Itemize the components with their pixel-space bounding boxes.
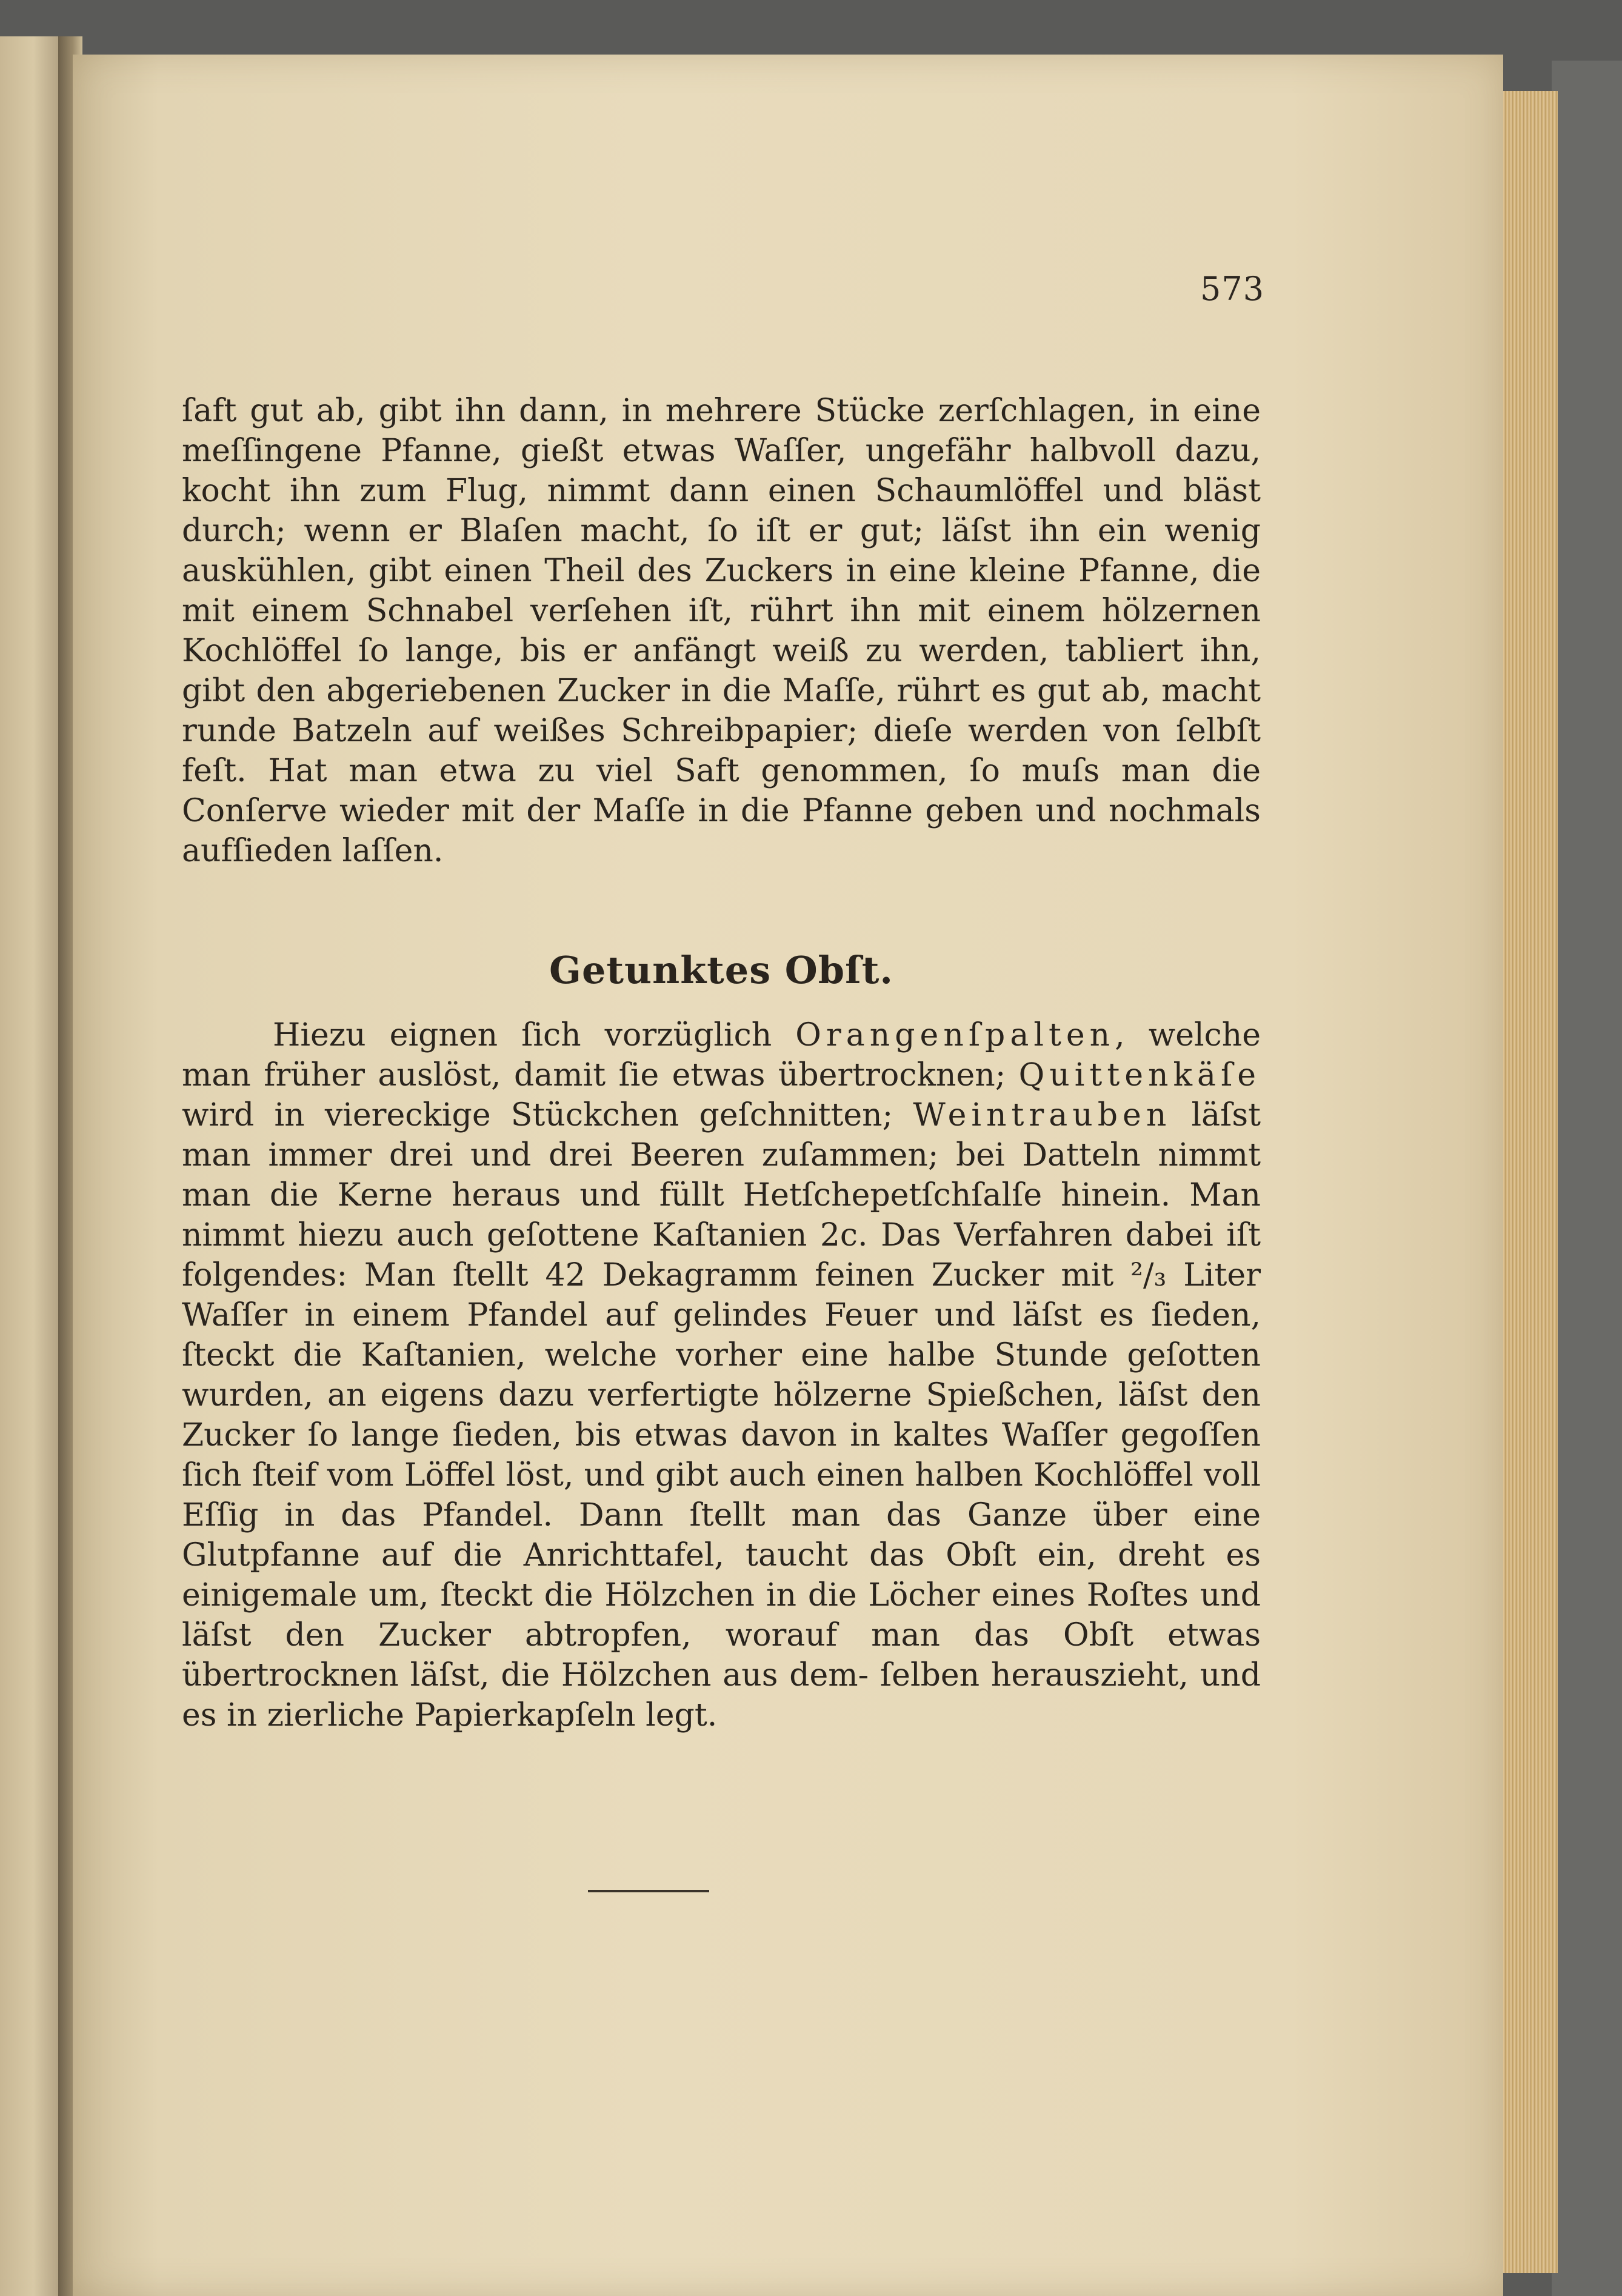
text-block bbox=[182, 391, 1261, 1735]
paragraph-text-1: Hiezu eignen ſich vorzüglich bbox=[273, 1017, 772, 1053]
book-page bbox=[73, 55, 1503, 2296]
term-orangenspalten: Orangenſpalten bbox=[795, 1017, 1115, 1053]
term-quittenkaese: Quittenkäſe bbox=[1018, 1057, 1261, 1093]
section-heading: Getunktes Obſt. bbox=[549, 948, 893, 992]
paragraph-text-3: wird in viereckige Stückchen geſchnitten; bbox=[182, 1097, 893, 1133]
book-cover-edge bbox=[1552, 61, 1622, 2296]
paragraph-text-4: läſst man immer drei und drei Beeren zuſammen; bei Datteln nimmt man die Kerne heraus und füllt Hetſchepetſchſalſe hinein. Man nimmt hiezu auch geſottene Kaſtanien 2c. Das Verfahren dabei iſt folgendes: Man ſtellt 42 Dekagramm feinen Zucker mit ²/₃ Liter Waſſer in einem Pfandel auf gelindes Feuer und läſst es ſieden, ſteckt die Kaſtanien, welche vorher eine halbe Stunde geſotten wurden, an eigens dazu verfertigte hölzerne Spießchen, läſst den Zucker ſo lange ſieden, bis etwas davon in kaltes Waſſer gegoſſen ſich ſteif vom Löffel löst, und gibt auch einen halben Kochlöffel voll Eſſig in das Pfandel. Dann ſtellt man das Ganze über eine Glutpfanne auf die Anrichttafel, taucht das Obſt ein, dreht es einigemale um, ſteckt die Hölzchen in die Löcher eines Roſtes und läſst den Zucker abtropfen, worauf man das Obſt etwas übertrocknen läſst, die Hölzchen aus dem- ſelben herauszieht, und es in zierliche Papierkapſeln legt. bbox=[182, 1097, 1261, 1734]
page-number: 573 bbox=[1200, 270, 1265, 308]
paragraph-continued: ſaft gut ab, gibt ihn dann, in mehrere Stücke zerſchlagen, in eine meſſingene Pfanne, gießt etwas Waſſer, ungefähr halbvoll dazu, kocht ihn zum Flug, nimmt dann einen Schaumlöffel und bläst durch; wenn er Blaſen macht, ſo iſt er gut; läſst ihn ein wenig auskühlen, gibt einen Theil des Zuckers in eine kleine Pfanne, die mit einem Schnabel verſehen iſt, rührt ihn mit einem hölzernen Kochlöffel ſo lange, bis er anfängt weiß zu werden, tabliert ihn, gibt den abgeriebenen Zucker in die Maſſe, rührt es gut ab, macht runde Batzeln auf weißes Schreibpapier; dieſe werden von ſelbſt feſt. Hat man etwa zu viel Saft genommen, ſo muſs man die Conſerve wieder mit der Maſſe in die Pfanne geben und nochmals aufſieden laſſen. bbox=[182, 393, 1261, 869]
paragraph-text-2: , welche man früher auslöst, damit ſie etwas übertrocknen; bbox=[182, 1017, 1261, 1093]
paragraph-getunktes-obst bbox=[182, 1015, 1261, 1735]
term-weintrauben: Weintrauben bbox=[913, 1097, 1172, 1133]
left-page-edge bbox=[0, 36, 67, 2296]
end-rule bbox=[588, 1890, 709, 1892]
